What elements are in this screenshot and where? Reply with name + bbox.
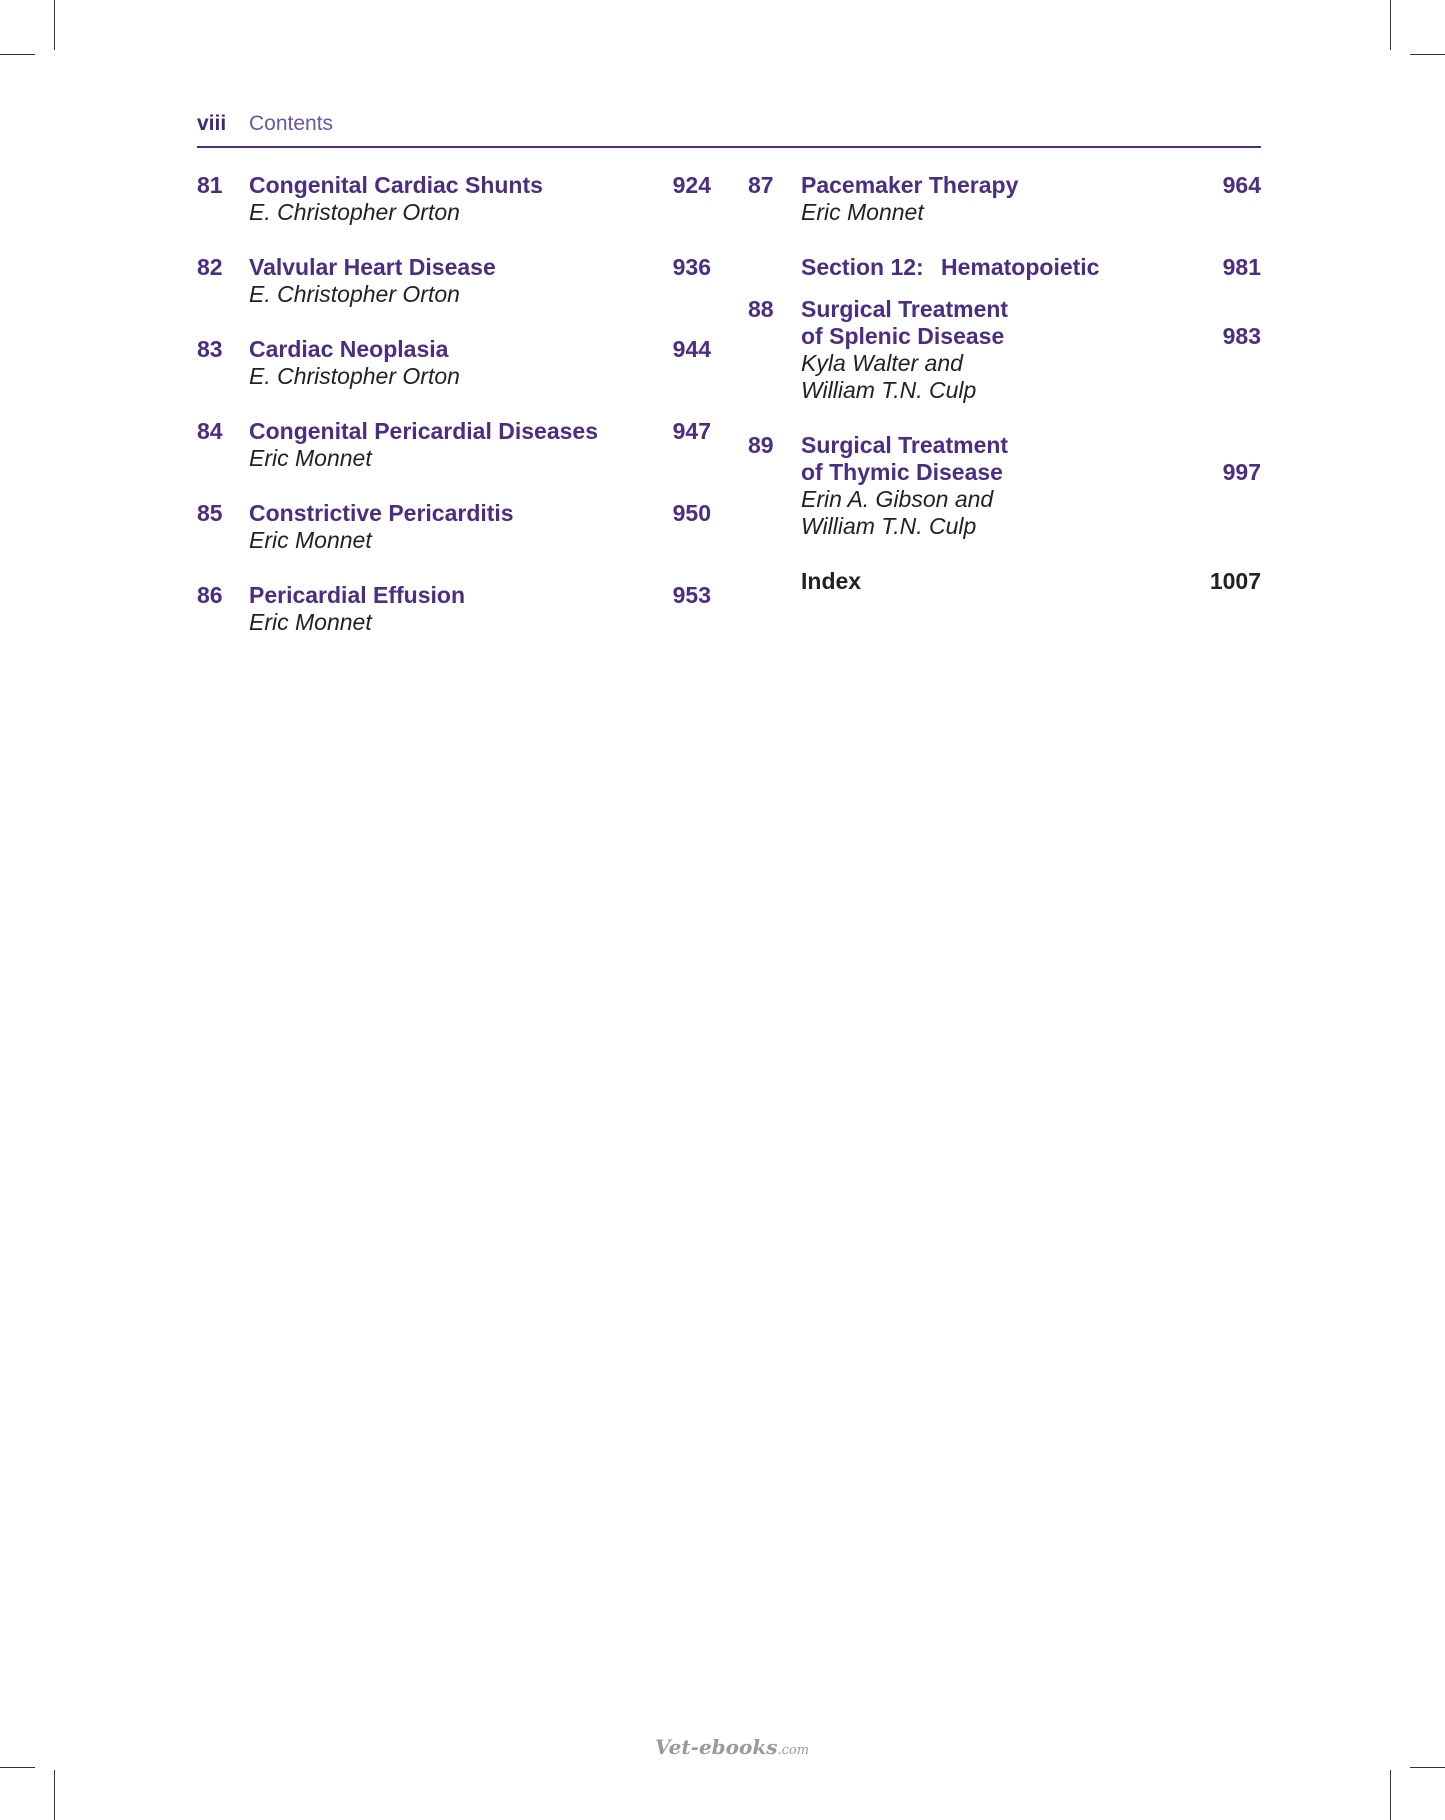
chapter-title-line2[interactable]: of Thymic Disease (801, 459, 1003, 485)
index-entry[interactable] (748, 568, 1261, 598)
section-page[interactable]: 981 (1222, 254, 1261, 280)
chapter-title-line1[interactable]: Surgical Treatment (801, 432, 1009, 458)
chapter-author: Eric Monnet (249, 609, 372, 635)
crop-mark (1390, 0, 1391, 50)
crop-mark (0, 1767, 35, 1768)
chapter-number: 87 (748, 172, 774, 198)
chapter-author: E. Christopher Orton (249, 363, 460, 389)
chapter-author-line1: Kyla Walter and (801, 350, 963, 376)
chapter-title[interactable]: Valvular Heart Disease (249, 254, 496, 280)
chapter-author-line2: William T.N. Culp (801, 377, 977, 403)
section-heading[interactable] (748, 254, 1261, 284)
chapter-page[interactable]: 964 (1222, 172, 1261, 198)
chapter-title-line2[interactable]: of Splenic Disease (801, 323, 1005, 349)
toc-entry[interactable] (197, 172, 711, 232)
crop-mark (0, 54, 35, 55)
toc-entry[interactable] (197, 418, 711, 478)
crop-mark (54, 0, 55, 50)
chapter-page[interactable]: 953 (672, 582, 711, 608)
chapter-page[interactable]: 924 (672, 172, 711, 198)
toc-entry[interactable] (197, 336, 711, 396)
watermark-suffix: .com (777, 1743, 810, 1758)
index-page[interactable]: 1007 (1209, 568, 1261, 594)
running-header (197, 108, 1261, 148)
watermark-main: Vet-ebooks (655, 1735, 778, 1759)
chapter-title[interactable]: Congenital Cardiac Shunts (249, 172, 543, 198)
chapter-author-line1: Erin A. Gibson and (801, 486, 994, 512)
crop-mark (54, 1770, 55, 1820)
watermark-logo (655, 1735, 809, 1759)
crop-mark (1390, 1770, 1391, 1820)
page-number: viii (197, 112, 227, 135)
chapter-author: Eric Monnet (249, 527, 372, 553)
chapter-title[interactable]: Pacemaker Therapy (801, 172, 1019, 198)
toc-entry[interactable] (197, 582, 711, 642)
chapter-author: Eric Monnet (249, 445, 372, 471)
crop-mark (1410, 54, 1445, 55)
toc-entry[interactable] (197, 254, 711, 314)
chapter-title[interactable]: Pericardial Effusion (249, 582, 466, 608)
chapter-page[interactable]: 944 (672, 336, 711, 362)
chapter-page[interactable]: 936 (672, 254, 711, 280)
chapter-page[interactable]: 947 (672, 418, 711, 444)
chapter-author: Eric Monnet (801, 199, 924, 225)
crop-mark (1410, 1767, 1445, 1768)
running-title: Contents (249, 112, 334, 135)
chapter-number: 88 (748, 296, 774, 322)
section-name[interactable]: Hematopoietic (941, 254, 1100, 280)
toc-entry[interactable] (748, 432, 1261, 542)
chapter-author: E. Christopher Orton (249, 199, 460, 225)
chapter-number: 86 (197, 582, 223, 608)
chapter-number: 83 (197, 336, 223, 362)
chapter-title[interactable]: Constrictive Pericarditis (249, 500, 514, 526)
toc-entry[interactable] (197, 500, 711, 560)
chapter-title[interactable]: Congenital Pericardial Diseases (249, 418, 598, 444)
toc-entry[interactable] (748, 296, 1261, 406)
chapter-number: 81 (197, 172, 223, 198)
toc-entry[interactable] (748, 172, 1261, 232)
chapter-author-line2: William T.N. Culp (801, 513, 977, 539)
chapter-title-line1[interactable]: Surgical Treatment (801, 296, 1009, 322)
chapter-number: 89 (748, 432, 774, 458)
chapter-number: 82 (197, 254, 223, 280)
chapter-page[interactable]: 950 (672, 500, 711, 526)
chapter-number: 85 (197, 500, 223, 526)
chapter-number: 84 (197, 418, 223, 444)
chapter-page[interactable]: 997 (1222, 459, 1261, 485)
section-label: Section 12: (801, 254, 924, 280)
chapter-author: E. Christopher Orton (249, 281, 460, 307)
index-label[interactable]: Index (801, 568, 862, 594)
chapter-title[interactable]: Cardiac Neoplasia (249, 336, 449, 362)
chapter-page[interactable]: 983 (1222, 323, 1261, 349)
